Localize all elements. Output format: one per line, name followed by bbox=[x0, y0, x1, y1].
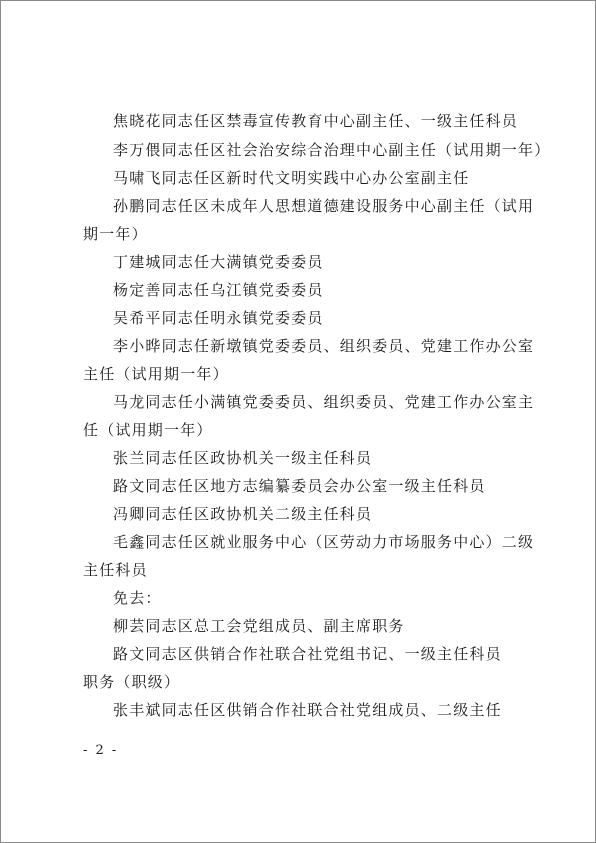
text-line: 马龙同志任小满镇党委委员、组织委员、党建工作办公室主 bbox=[113, 393, 535, 411]
text-line: 毛鑫同志任区就业服务中心（区劳动力市场服务中心）二级 bbox=[113, 533, 535, 551]
page-number: - 2 - bbox=[83, 743, 119, 758]
text-line: 焦晓花同志任区禁毒宣传教育中心副主任、一级主任科员 bbox=[113, 112, 519, 130]
text-line: 路文同志任区地方志编纂委员会办公室一级主任科员 bbox=[113, 477, 486, 495]
text-line: 主任（试用期一年） bbox=[83, 365, 229, 383]
text-line: 冯卿同志任区政协机关二级主任科员 bbox=[113, 505, 373, 523]
text-line: 职务（职级） bbox=[83, 673, 181, 691]
text-line: 任（试用期一年） bbox=[83, 421, 213, 439]
text-line: 杨定善同志任乌江镇党委委员 bbox=[113, 281, 324, 299]
text-line: 李小晔同志任新墩镇党委委员、组织委员、党建工作办公室 bbox=[113, 337, 535, 355]
text-line: 张丰斌同志任区供销合作社联合社党组成员、二级主任 bbox=[113, 701, 502, 719]
section-heading: 免去： bbox=[113, 589, 162, 607]
text-line: 孙鹏同志任区未成年人思想道德建设服务中心副主任（试用 bbox=[113, 197, 535, 215]
text-line: 期一年） bbox=[83, 225, 148, 243]
text-line: 马啸飞同志任区新时代文明实践中心办公室副主任 bbox=[113, 169, 470, 187]
text-line: 张兰同志任区政协机关一级主任科员 bbox=[113, 449, 373, 467]
text-line: 李万偎同志任区社会治安综合治理中心副主任（试用期一年） bbox=[113, 141, 551, 159]
text-line: 路文同志区供销合作社联合社党组书记、一级主任科员 bbox=[113, 645, 502, 663]
text-line: 主任科员 bbox=[83, 561, 148, 579]
text-line: 丁建城同志任大满镇党委委员 bbox=[113, 253, 324, 271]
text-line: 吴希平同志任明永镇党委委员 bbox=[113, 309, 324, 327]
text-line: 柳芸同志区总工会党组成员、副主席职务 bbox=[113, 617, 405, 635]
